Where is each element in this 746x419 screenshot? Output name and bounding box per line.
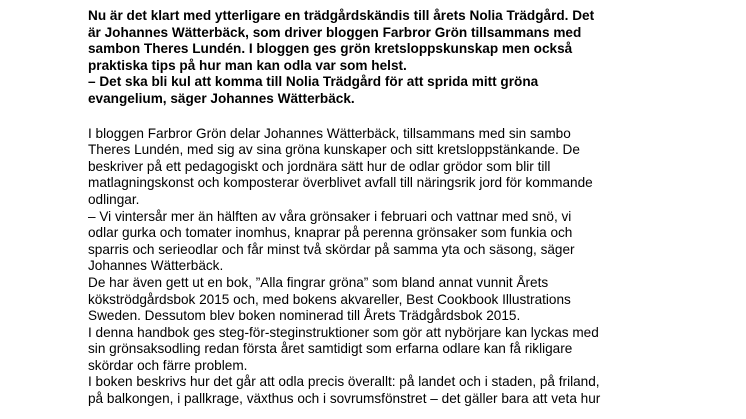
body-line: skördar och färre problem. — [88, 357, 248, 373]
lead-line: är Johannes Wätterbäck, som driver bloggen Farbror Grön tillsammans med — [88, 24, 582, 40]
body-line: I bloggen Farbror Grön delar Johannes Wätterbäck, tillsammans med sin sambo — [88, 125, 571, 141]
body-line: sparris och serieodlar och får minst två skördar på samma yta och säsong, säger — [88, 241, 575, 257]
body-line: Sweden. Dessutom blev boken nominerad till Årets Trädgårdsbok 2015. — [88, 308, 521, 324]
lead-paragraph — [88, 8, 708, 108]
paragraph-spacer — [88, 108, 708, 126]
body-line: – Vi vintersår mer än hälften av våra grönsaker i februari och vattnar med snö, vi — [88, 208, 572, 224]
body-line: De har även gett ut en bok, ”Alla fingrar gröna” som bland annat vunnit Årets — [88, 274, 549, 290]
document-page — [88, 8, 708, 408]
body-line: matlagningskonst och komposterar överblivet avfall till näringsrik jord för kommande — [88, 175, 593, 191]
body-paragraph-everywhere — [88, 374, 708, 407]
body-line: beskriver på ett pedagogiskt och jordnära sätt hur de odlar grödor som blir till — [88, 158, 551, 174]
lead-line: sambon Theres Lundén. I bloggen ges grön kretsloppskunskap men också — [88, 41, 573, 57]
body-line: I denna handbok ges steg-för-steginstruktioner som gör att nybörjare kan lyckas med — [88, 324, 599, 340]
body-paragraph-blog — [88, 126, 708, 209]
lead-quote-line: – Det ska bli kul att komma till Nolia Trädgård för att sprida mitt gröna — [88, 74, 539, 90]
body-paragraph-handbook — [88, 325, 708, 375]
body-paragraph-quote — [88, 209, 708, 275]
lead-line: praktiska tips på hur man kan odla var som helst. — [88, 57, 407, 73]
body-line: odlar gurka och tomater inomhus, knaprar på perenna grönsaker som funkia och — [88, 225, 573, 241]
body-line: odlingar. — [88, 191, 140, 207]
lead-quote-line: evangelium, säger Johannes Wätterbäck. — [88, 90, 355, 106]
body-line: sin grönsaksodling redan första året samtidigt som erfarna odlare kan få rikligare — [88, 341, 573, 357]
body-paragraph-book — [88, 275, 708, 325]
body-line: Johannes Wätterbäck. — [88, 258, 224, 274]
lead-line: Nu är det klart med ytterligare en trädgårdskändis till årets Nolia Trädgård. Det — [88, 8, 595, 23]
body-text — [88, 126, 708, 408]
body-line: på balkongen, i pallkrage, växthus och i sovrumsfönstret – det gäller bara att veta hur — [88, 391, 601, 407]
body-line: Theres Lundén, med sig av sina gröna kunskaper och sitt kretsloppstänkande. De — [88, 142, 580, 158]
body-line: kökströdgårdsbok 2015 och, med bokens akvareller, Best Cookbook Illustrations — [88, 291, 571, 307]
body-line: I boken beskrivs hur det går att odla precis överallt: på landet och i staden, på friland, — [88, 374, 600, 390]
